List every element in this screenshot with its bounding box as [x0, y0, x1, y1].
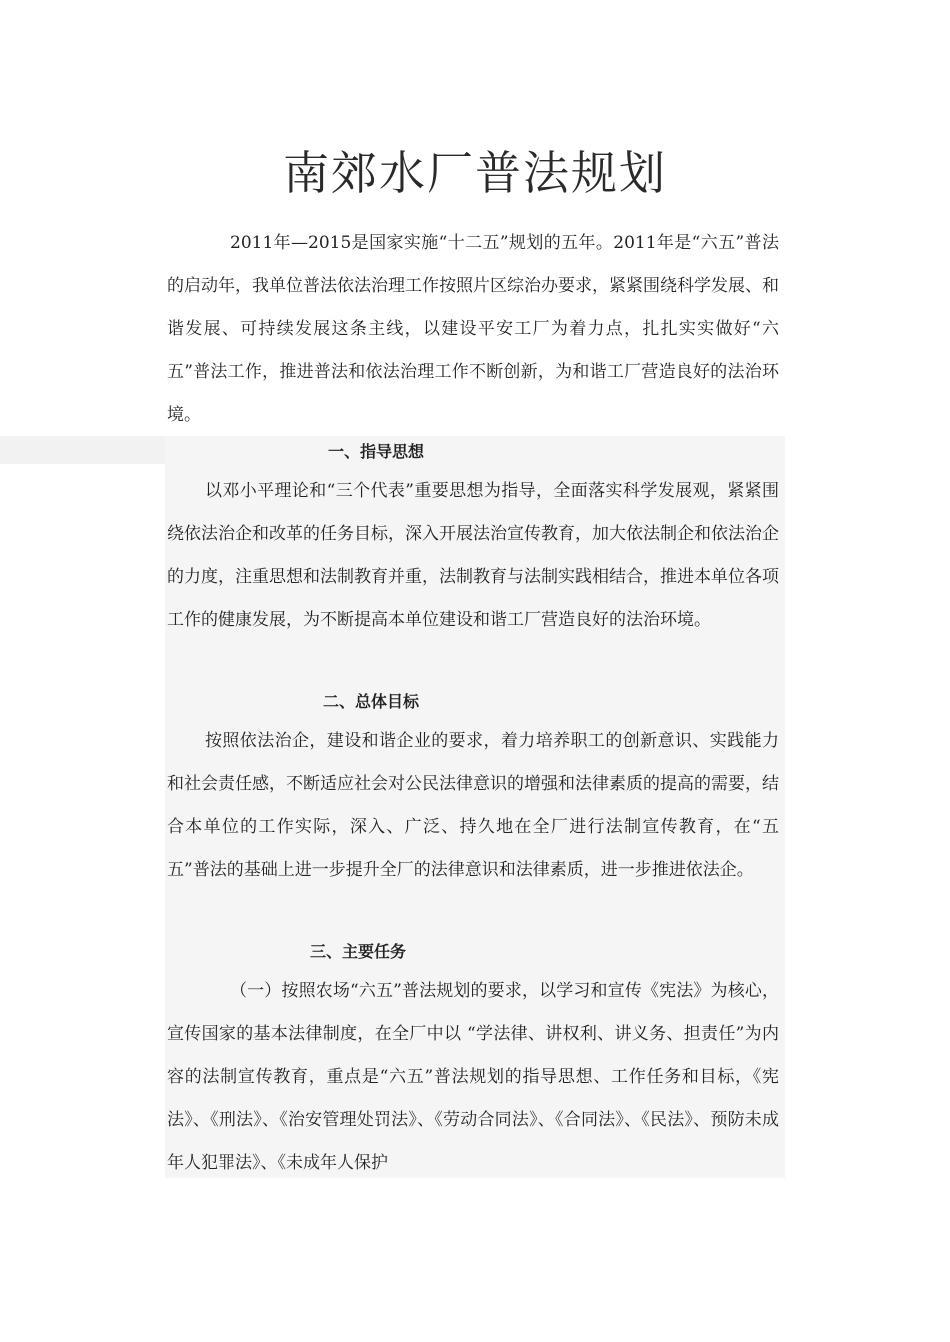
document-title: 南郊水厂普法规划 — [283, 146, 667, 200]
section-heading-guiding-ideology: 一、指导思想 — [328, 442, 425, 461]
section-body-guiding-ideology: 以邓小平理论和“三个代表”重要思想为指导，全面落实科学发展观，紧紧围绕依法治企和改革的任务目标，深入开展法治宣传教育，加大依法制企和依法治企的力度，注重思想和法制教育并重，法制教育与法制实践相结合，推进本单位各项工作的健康发展，为不断提高本单位建设和谐工厂营造良好的法治环境。 — [167, 481, 779, 630]
section-body-overall-goals: 按照依法治企，建设和谐企业的要求，着力培养职工的创新意识、实践能力和社会责任感，不断适应社会对公民法律意识的增强和法律素质的提高的需要，结合本单位的工作实际，深入、广泛、持久地在全厂进行法制宣传教育，在“五五”普法的基础上进一步提升全厂的法律意识和法律素质，进一步推进依法企。 — [167, 731, 779, 880]
intro-paragraph: 2011年—2015是国家实施“十二五”规划的五年。2011年是“六五”普法的启动年，我单位普法依法治理工作按照片区综治办要求，紧紧围绕科学发展、和谐发展、可持续发展这条主线，以建设平安工厂为着力点，扎扎实实做好“六五”普法工作，推进普法和依法治理工作不断创新，为和谐工厂营造良好的法治环境。 — [167, 233, 779, 425]
highlight-strip — [0, 436, 167, 464]
section-body-main-tasks: （一）按照农场“六五”普法规划的要求，以学习和宣传《宪法》为核心，宣传国家的基本法律制度，在全厂中以 “学法律、讲权利、讲义务、担责任”为内容的法制宣传教育，重点是“六五”普法规划的指导思想、工作任务和目标，《宪法》、《刑法》、《治安管理处罚法》、《劳动合同法》、《合同法》、《民法》、预防未成年人犯罪法》、《未成年人保护 — [167, 981, 779, 1173]
section-heading-main-tasks: 三、主要任务 — [310, 942, 407, 961]
section-heading-overall-goals: 二、总体目标 — [323, 692, 420, 711]
